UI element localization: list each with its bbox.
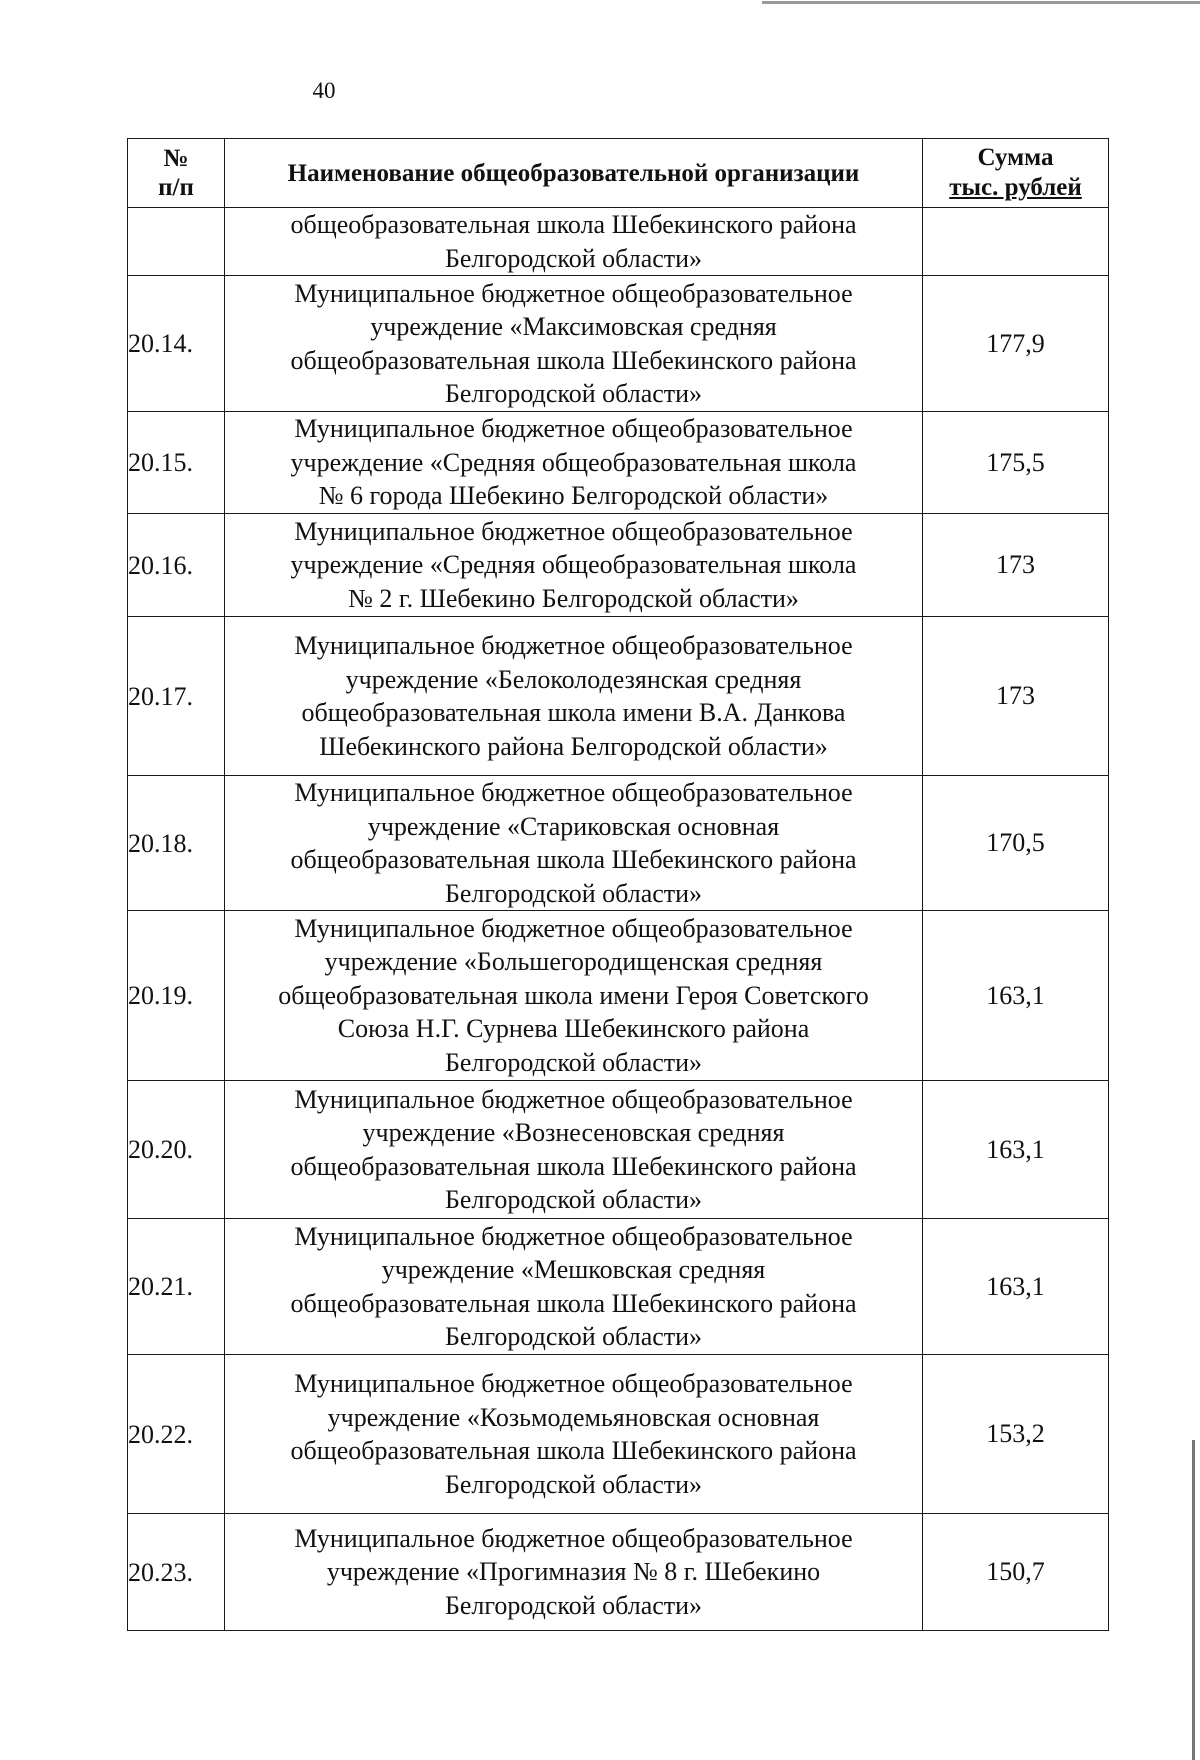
organization-name-line: общеобразовательная школа Шебекинского района: [290, 1151, 857, 1181]
table-row: [128, 617, 1109, 776]
organization-name-line: учреждение «Средняя общеобразовательная школа: [290, 447, 857, 477]
organization-name-line: общеобразовательная школа Шебекинского района: [290, 210, 857, 239]
organization-name-line: Белгородской области»: [444, 1590, 703, 1620]
row-sum: 163,1: [923, 911, 1109, 1081]
scan-edge-top: [762, 1, 1200, 4]
organization-name-line: общеобразовательная школа Шебекинского района: [290, 845, 857, 874]
header-sum-title: Сумма: [977, 144, 1054, 171]
row-organization-name: [225, 276, 923, 412]
organization-name-line: Белгородской области»: [444, 1322, 703, 1351]
organization-name-line: Шебекинского района Белгородской области»: [319, 731, 828, 761]
organization-name-line: учреждение «Стариковская основная: [367, 811, 780, 841]
row-number: 20.17.: [128, 617, 225, 776]
organization-name-line: Муниципальное бюджетное общеобразовательное: [294, 631, 853, 660]
organization-name-line: Белгородской области»: [444, 1047, 703, 1077]
organization-name-line: общеобразовательная школа Шебекинского района: [290, 1288, 857, 1318]
header-sum: [923, 139, 1109, 208]
organization-name-line: № 6 города Шебекино Белгородской области»: [318, 481, 829, 511]
organization-name-line: Муниципальное бюджетное общеобразовательное: [294, 414, 853, 444]
table-row: [128, 412, 1109, 514]
header-number-symbol: №: [163, 145, 189, 172]
row-sum: 163,1: [923, 1081, 1109, 1219]
row-number: [128, 208, 225, 276]
organization-name-line: Союза Н.Г. Сурнева Шебекинского района: [337, 1014, 810, 1044]
table-row: [128, 1514, 1109, 1631]
table-row: [128, 1355, 1109, 1514]
organization-name-line: Белгородской области»: [444, 379, 703, 408]
header-sum-unit: тыс. рублей: [949, 174, 1082, 201]
organization-name-line: общеобразовательная школа имени Героя Советского: [278, 980, 869, 1010]
row-number: 20.15.: [128, 412, 225, 514]
organization-name-line: учреждение «Белоколодезянская средняя: [345, 664, 802, 694]
header-organization-name: Наименование общеобразовательной организации: [225, 139, 923, 208]
organization-name-line: учреждение «Прогимназия № 8 г. Шебекино: [326, 1557, 821, 1587]
row-sum: 177,9: [923, 276, 1109, 412]
organization-name-line: общеобразовательная школа Шебекинского района: [290, 1436, 857, 1465]
organization-name-line: Белгородской области»: [444, 1469, 703, 1499]
row-organization-name: [225, 412, 923, 514]
row-number: 20.23.: [128, 1514, 225, 1631]
organization-name-line: Муниципальное бюджетное общеобразовательное: [294, 1221, 853, 1251]
row-organization-name: [225, 776, 923, 911]
row-number: 20.21.: [128, 1219, 225, 1355]
row-organization-name: [225, 208, 923, 276]
organization-name-line: Муниципальное бюджетное общеобразовательное: [294, 278, 853, 308]
table-body: [128, 208, 1109, 1631]
table-header-row: [128, 139, 1109, 208]
allocation-table: [127, 138, 1109, 1631]
row-sum: 153,2: [923, 1355, 1109, 1514]
row-organization-name: [225, 617, 923, 776]
organization-name-line: учреждение «Максимовская средняя: [370, 312, 777, 341]
row-sum: 170,5: [923, 776, 1109, 911]
organization-name-line: Белгородской области»: [444, 878, 703, 908]
organization-name-line: учреждение «Большегородищенская средняя: [324, 947, 823, 977]
organization-name-line: Муниципальное бюджетное общеобразовательное: [294, 1523, 853, 1553]
organization-name-line: Муниципальное бюджетное общеобразовательное: [294, 913, 853, 943]
row-organization-name: [225, 1081, 923, 1219]
organization-name-line: Муниципальное бюджетное общеобразовательное: [294, 1084, 853, 1114]
row-number: 20.22.: [128, 1355, 225, 1514]
row-sum: 150,7: [923, 1514, 1109, 1631]
organization-name-line: общеобразовательная школа имени В.А. Данкова: [301, 698, 846, 727]
row-organization-name: [225, 514, 923, 617]
row-organization-name: [225, 1514, 923, 1631]
table-row: [128, 911, 1109, 1081]
organization-name-line: Муниципальное бюджетное общеобразовательное: [294, 778, 853, 807]
row-number: 20.16.: [128, 514, 225, 617]
organization-name-line: Муниципальное бюджетное общеобразовательное: [294, 516, 853, 546]
page-number: 40: [312, 78, 336, 103]
header-number: [128, 139, 225, 208]
row-number: 20.14.: [128, 276, 225, 412]
row-sum: 173: [923, 514, 1109, 617]
page-number-container: [0, 78, 1200, 104]
table-row: [128, 208, 1109, 276]
organization-name-line: учреждение «Вознесеновская средняя: [362, 1118, 785, 1147]
row-sum: 163,1: [923, 1219, 1109, 1355]
scan-edge-right: [1192, 1440, 1195, 1760]
table-row: [128, 1081, 1109, 1219]
row-sum: 173: [923, 617, 1109, 776]
organization-name-line: Белгородской области»: [444, 243, 703, 273]
row-number: 20.20.: [128, 1081, 225, 1219]
row-organization-name: [225, 911, 923, 1081]
organization-name-line: учреждение «Средняя общеобразовательная школа: [290, 550, 857, 580]
table-row: [128, 1219, 1109, 1355]
row-organization-name: [225, 1219, 923, 1355]
row-number: 20.18.: [128, 776, 225, 911]
organization-name-line: учреждение «Мешковская средняя: [381, 1255, 766, 1284]
header-number-abbrev: п/п: [158, 174, 194, 201]
organization-name-line: общеобразовательная школа Шебекинского района: [290, 345, 857, 375]
organization-name-line: Муниципальное бюджетное общеобразовательное: [294, 1369, 853, 1398]
organization-name-line: Белгородской области»: [444, 1185, 703, 1214]
table-row: [128, 276, 1109, 412]
table-row: [128, 514, 1109, 617]
table-row: [128, 776, 1109, 911]
row-sum: 175,5: [923, 412, 1109, 514]
row-organization-name: [225, 1355, 923, 1514]
row-sum: [923, 208, 1109, 276]
organization-name-line: учреждение «Козьмодемьяновская основная: [327, 1402, 820, 1432]
organization-name-line: № 2 г. Шебекино Белгородской области»: [348, 583, 799, 613]
row-number: 20.19.: [128, 911, 225, 1081]
